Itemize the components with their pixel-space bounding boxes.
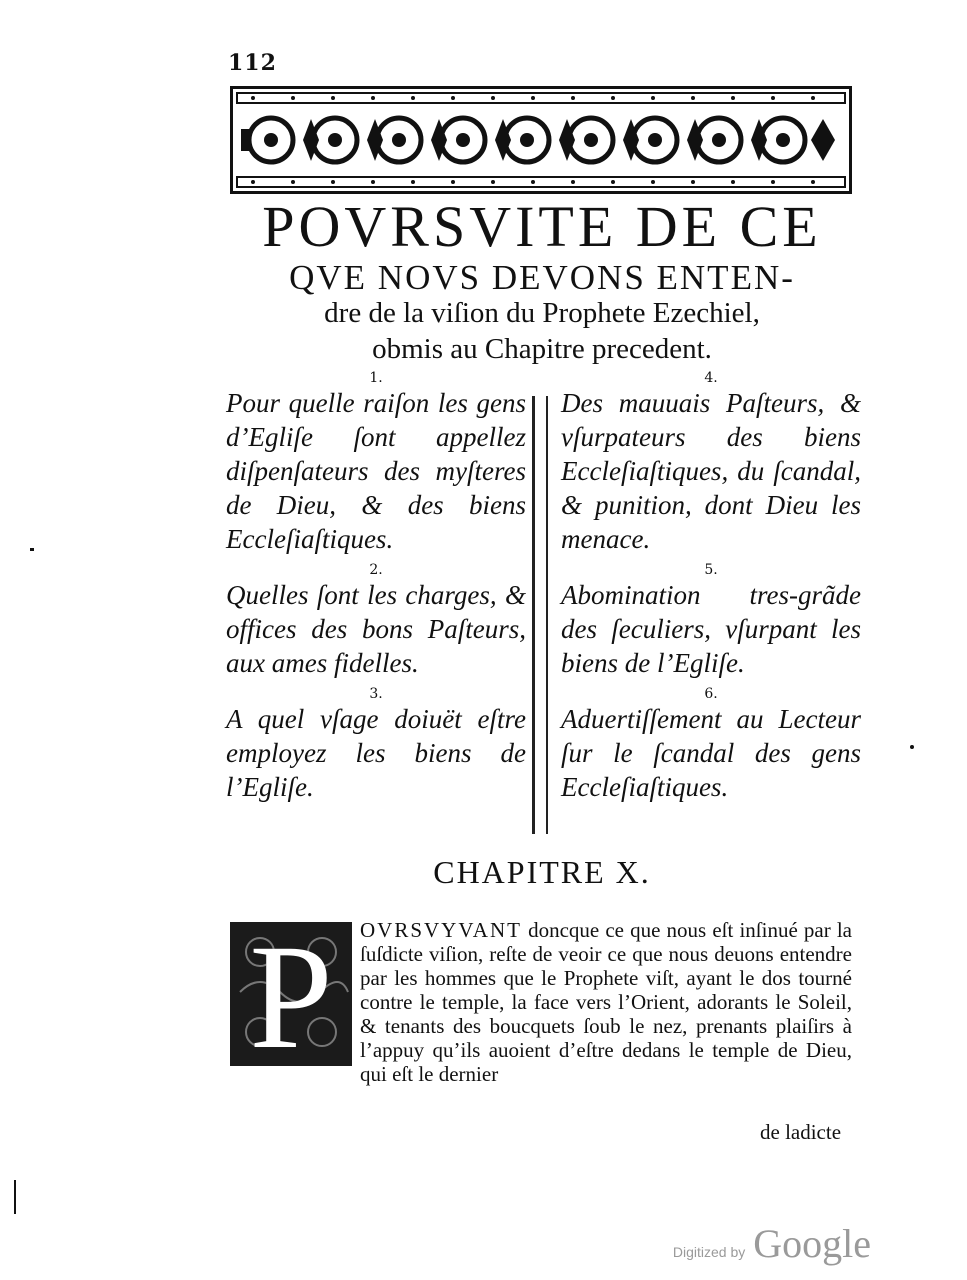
column-divider: [532, 396, 535, 834]
margin-dot: [910, 745, 914, 749]
initial-letter: P: [249, 922, 333, 1066]
margin-mark: [14, 1180, 16, 1214]
title-line-1: POVRSVITE DE CE: [262, 194, 822, 259]
summary-item-number: 3.: [369, 686, 383, 702]
catchword: de ladicte: [760, 1120, 842, 1144]
lead-word: OVRSVYVANT: [360, 918, 522, 942]
watermark-prefix: Digitized by: [672, 1244, 746, 1260]
summary-item-text: Pour quelle raiſon les gens d’Egliſe ſont appellez diſpenſateurs des myſteres de Dieu, & des biens Eccleſiaſtiques.: [226, 388, 526, 554]
summary-item-number: 6.: [704, 686, 718, 702]
watermark-brand: Google: [753, 1221, 871, 1266]
decorated-initial: [230, 922, 352, 1066]
summary-column-right: [561, 368, 861, 810]
title-line-3: dre de la viſion du Prophete Ezechiel,: [324, 297, 760, 329]
ornamental-headpiece: [230, 86, 852, 194]
title-line-4: obmis au Chapitre precedent.: [372, 333, 712, 365]
column-divider: [546, 396, 548, 834]
summary-item-number: 1.: [369, 370, 383, 386]
chapter-summary: [226, 368, 861, 832]
chapter-heading: CHAPITRE X.: [433, 854, 651, 890]
summary-item-text: Abomination tres-grãde des ſeculiers, vſurpant les biens de l’Egliſe.: [561, 580, 861, 678]
headpiece-ornament-icon: [233, 89, 849, 191]
summary-item-number: 2.: [369, 562, 383, 578]
margin-dot: [30, 548, 34, 551]
body-text: [230, 918, 852, 1086]
paragraph-text: doncque ce que nous eſt inſinué par la ſuſdicte viſion, reſte de veoir ce que nous deuons entendre par les hommes que le Prophete viſt, ayant le dos tourné contre le temple, la face vers l’Orient, adorants le Soleil, & tenants des boucquets ſoub le nez, prenants plaiſirs à l’appuy qu’ils auoient d’eſtre dedans le temple de Dieu, qui eſt le dernier: [360, 918, 852, 1086]
digitization-watermark: [673, 1220, 871, 1267]
summary-item-text: Aduertiſſement au Lecteur ſur le ſcandal des gens Eccleſiaſtiques.: [561, 704, 861, 802]
summary-item-text: A quel vſage doiuët eſtre employez les biens de l’Egliſe.: [226, 704, 526, 802]
summary-item-text: Des mauuais Paſteurs, & vſurpateurs des biens Eccleſiaſtiques, du ſcandal, & punition, dont Dieu les menace.: [561, 388, 861, 554]
page-number: 112: [228, 50, 277, 76]
summary-item-text: Quelles ſont les charges, & offices des bons Paſteurs, aux ames fidelles.: [226, 580, 526, 678]
summary-item-number: 5.: [704, 562, 718, 578]
title-line-2: QVE NOVS DEVONS ENTEN-: [289, 258, 795, 297]
summary-column-left: [226, 368, 526, 810]
summary-item-number: 4.: [704, 370, 718, 386]
